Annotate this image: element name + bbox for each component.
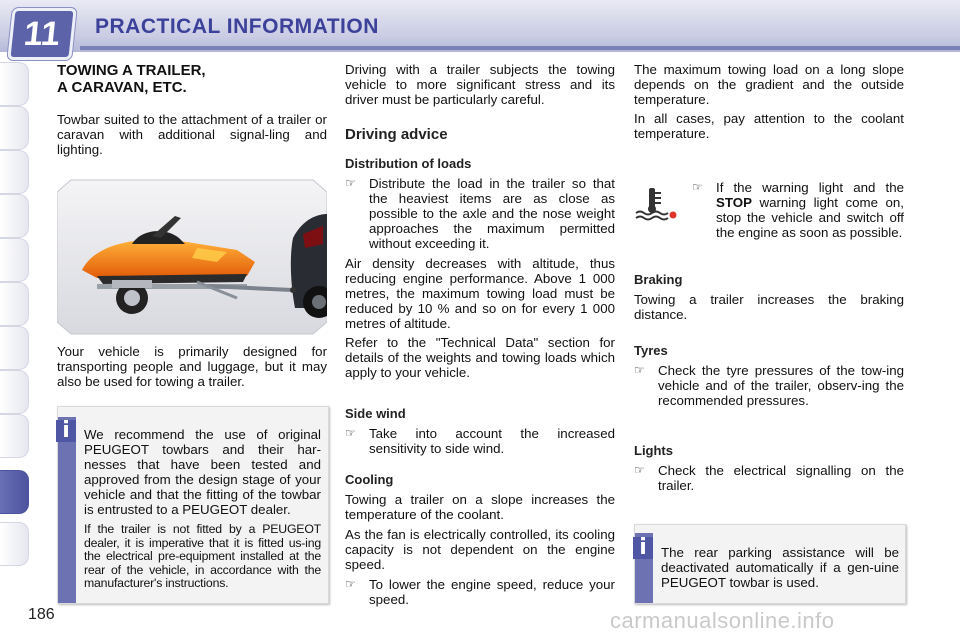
page-number: 186 bbox=[28, 606, 55, 623]
bullet-text: Distribute the load in the trailer so that the heaviest items are as close as possible to the axle and the nose weight approaches the maximum permitted without exceeding it. bbox=[369, 176, 615, 251]
bullet-text: Check the tyre pressures of the tow-ing vehicle and of the trailer, observ-ing the recommended pressures. bbox=[658, 363, 904, 408]
cooling-heading: Cooling bbox=[345, 472, 394, 487]
chapter-tab[interactable] bbox=[0, 326, 29, 370]
chapter-tab[interactable] bbox=[0, 106, 29, 150]
warning-text-start: If the warning light and the bbox=[716, 180, 904, 195]
air-density-paragraph: Air density decreases with altitude, thus reducing engine performance. Above 1 000 metres, the maximum towing load must be reduced by 10 % and so on for every 1 000 metres of altitude. bbox=[345, 256, 615, 331]
info-box-parking bbox=[634, 524, 906, 604]
column-3-lower bbox=[634, 272, 904, 408]
bullet-text: Take into account the increased sensitivity to side wind. bbox=[369, 426, 615, 456]
info-icon: i bbox=[56, 420, 76, 442]
column-3 bbox=[634, 62, 904, 147]
pointing-hand-icon: ☞ bbox=[345, 577, 356, 591]
section-heading bbox=[57, 62, 327, 96]
chapter-tab[interactable] bbox=[0, 370, 29, 414]
braking-paragraph: Towing a trailer increases the braking distance. bbox=[634, 292, 904, 322]
page-title: PRACTICAL INFORMATION bbox=[95, 15, 379, 38]
body-paragraph: Your vehicle is primarily designed for transporting people and luggage, but it may also be used for towing a trailer. bbox=[57, 344, 327, 389]
info-box-text bbox=[84, 427, 321, 597]
chapter-tab[interactable] bbox=[0, 194, 29, 238]
cooling-paragraph-2: As the fan is electrically controlled, its cooling capacity is not dependent on the engine speed. bbox=[345, 527, 615, 572]
info-paragraph-2: If the trailer is not fitted by a PEUGEOT dealer, it is imperative that it is fitted us-ing the electrical pre-equipment installed at the rear of the vehicle, in accordance with the manufacturer's instructions. bbox=[84, 522, 321, 590]
braking-heading: Braking bbox=[634, 272, 683, 287]
trailer-illustration bbox=[57, 178, 327, 336]
chapter-tab[interactable] bbox=[0, 414, 29, 458]
pointing-hand-icon: ☞ bbox=[634, 463, 645, 477]
lights-section bbox=[634, 443, 904, 493]
towing-load-paragraph: The maximum towing load on a long slope depends on the gradient and the outside temperature. bbox=[634, 62, 904, 107]
pointing-hand-icon: ☞ bbox=[345, 426, 356, 440]
driving-advice-heading: Driving advice bbox=[345, 126, 448, 143]
heading-line-1: TOWING A TRAILER, bbox=[57, 62, 206, 79]
side-wind-bullet bbox=[345, 426, 615, 456]
tyres-heading: Tyres bbox=[634, 343, 668, 358]
warning-block bbox=[692, 180, 904, 240]
header-rule bbox=[80, 46, 960, 50]
driving-intro: Driving with a trailer subjects the towing vehicle to more significant stress and its driver must be particularly careful. bbox=[345, 62, 615, 107]
chapter-number-badge: 11 bbox=[7, 8, 76, 60]
info-icon: i bbox=[633, 537, 653, 559]
distribution-bullet bbox=[345, 176, 615, 251]
parking-info-paragraph: The rear parking assistance will be deactivated automatically if a gen-uine PEUGEOT towbar is used. bbox=[661, 545, 899, 590]
tyres-bullet bbox=[634, 363, 904, 408]
bullet-text: Check the electrical signalling on the trailer. bbox=[658, 463, 904, 493]
chapter-tab[interactable] bbox=[0, 522, 29, 566]
stop-label: STOP bbox=[716, 195, 752, 210]
column-1 bbox=[57, 62, 327, 163]
coolant-paragraph: In all cases, pay attention to the coolant temperature. bbox=[634, 111, 904, 141]
distribution-heading: Distribution of loads bbox=[345, 156, 472, 171]
side-wind-heading: Side wind bbox=[345, 406, 406, 421]
pointing-hand-icon: ☞ bbox=[692, 180, 703, 194]
bullet-text: To lower the engine speed, reduce your speed. bbox=[369, 577, 615, 607]
warning-text-end: warning light come on, stop the vehicle and switch off the engine as soon as possible. bbox=[716, 195, 904, 240]
info-paragraph-1: We recommend the use of original PEUGEOT towbars and their har-nesses that have been tested and approved from the design stage of your vehicle and that the fitting of the towbar is entrusted to a PEUGEOT dealer. bbox=[84, 427, 321, 517]
cooling-paragraph-1: Towing a trailer on a slope increases the temperature of the coolant. bbox=[345, 492, 615, 522]
coolant-temperature-warning-icon bbox=[634, 186, 678, 222]
column-1-body bbox=[57, 344, 327, 395]
info-stripe bbox=[58, 417, 76, 603]
chapter-tab-active[interactable] bbox=[0, 470, 29, 514]
info-box-towbar bbox=[57, 406, 329, 604]
pointing-hand-icon: ☞ bbox=[634, 363, 645, 377]
chapter-tab[interactable] bbox=[0, 238, 29, 282]
warning-bullet bbox=[692, 180, 904, 240]
column-2 bbox=[345, 62, 615, 386]
refer-paragraph: Refer to the "Technical Data" section for details of the weights and towing loads which apply to your vehicle. bbox=[345, 335, 615, 380]
chapter-tab[interactable] bbox=[0, 282, 29, 326]
watermark: carmanualsonline.info bbox=[610, 608, 835, 633]
pointing-hand-icon: ☞ bbox=[345, 176, 356, 190]
lights-heading: Lights bbox=[634, 443, 673, 458]
lights-bullet bbox=[634, 463, 904, 493]
column-2-lower bbox=[345, 406, 615, 607]
cooling-bullet bbox=[345, 577, 615, 607]
info-box-text bbox=[661, 545, 899, 596]
intro-paragraph: Towbar suited to the attachment of a trailer or caravan with additional signal-ling and lighting. bbox=[57, 112, 327, 157]
heading-line-2: A CARAVAN, ETC. bbox=[57, 79, 187, 96]
chapter-tab[interactable] bbox=[0, 150, 29, 194]
chapter-tab[interactable] bbox=[0, 62, 29, 106]
